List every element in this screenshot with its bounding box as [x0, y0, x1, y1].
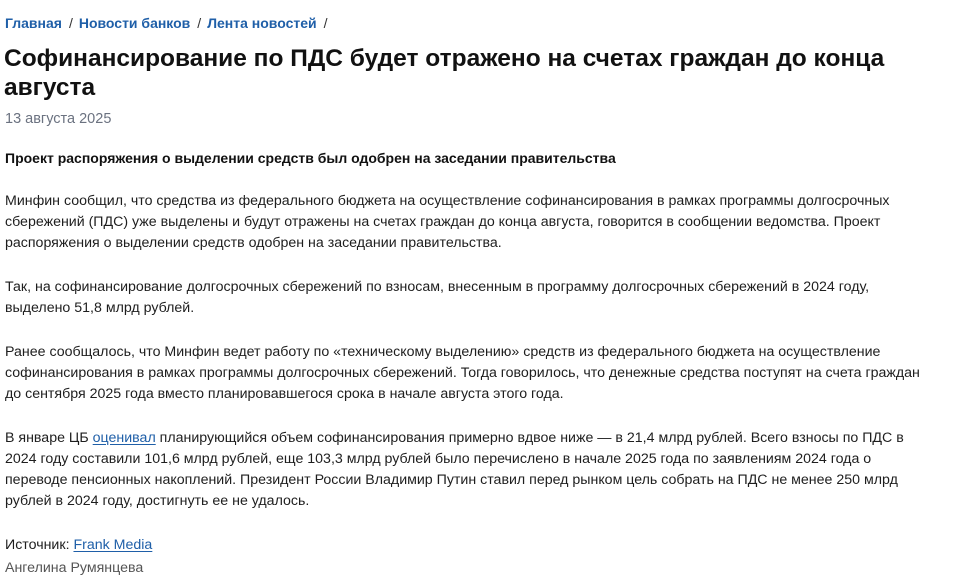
source-label: Источник:	[5, 537, 70, 553]
article-lead: Проект распоряжения о выделении средств был одобрен на заседании правительства	[5, 150, 616, 166]
breadcrumb-separator: /	[68, 15, 73, 31]
article-paragraph	[5, 428, 935, 512]
article-paragraph: Минфин сообщил, что средства из федерального бюджета на осуществление софинансирования в рамках программы долгосрочных сбережений (ПДС) уже выделены и будут отражены на счетах граждан до конца августа, говорится в сообщении ведомства. Проект распоряжения о выделении средств одобрен на заседании правительства.	[5, 193, 890, 251]
breadcrumb-news-feed-link[interactable]: Лента новостей	[207, 15, 317, 31]
article-paragraph: Ранее сообщалось, что Минфин ведет работу по «техническому выделению» средств из федерального бюджета на осуществление софинансирования в рамках программы долгосрочных сбережений. Тогда говорилось, что денежные средства поступят на счета граждан до сентября 2025 года вместо планировавшегося срока в начале августа этого года.	[5, 344, 920, 402]
paragraph-text: В январе ЦБ	[5, 430, 93, 446]
article-date: 13 августа 2025	[5, 111, 112, 127]
article-source	[5, 536, 152, 554]
breadcrumb-home-link[interactable]: Главная	[5, 15, 62, 31]
article-author: Ангелина Румянцева	[5, 560, 144, 576]
breadcrumb	[5, 14, 334, 32]
breadcrumb-separator: /	[197, 15, 202, 31]
source-link[interactable]: Frank Media	[73, 537, 153, 553]
paragraph-text: планирующийся объем софинансирования примерно вдвое ниже — в 21,4 млрд рублей. Всего взносы по ПДС в 2024 году составили 101,6 млрд рублей, еще 103,3 млрд рублей было перечислено в начале 2025 года по заявлениям 2024 года о переводе пенсионных накоплений. Президент России Владимир Путин ставил перед рынком цель собрать на ПДС не менее 250 млрд рублей в 2024 году, достигнуть ее не удалось.	[5, 430, 904, 509]
breadcrumb-bank-news-link[interactable]: Новости банков	[78, 15, 191, 31]
article-title: Софинансирование по ПДС будет отражено на счетах граждан до конца августа	[4, 45, 885, 101]
breadcrumb-separator: /	[323, 15, 328, 31]
estimate-link[interactable]: оценивал	[92, 430, 156, 446]
article-paragraph: Так, на софинансирование долгосрочных сбережений по взносам, внесенным в программу долгосрочных сбережений в 2024 году, выделено 51,8 млрд рублей.	[5, 279, 870, 316]
